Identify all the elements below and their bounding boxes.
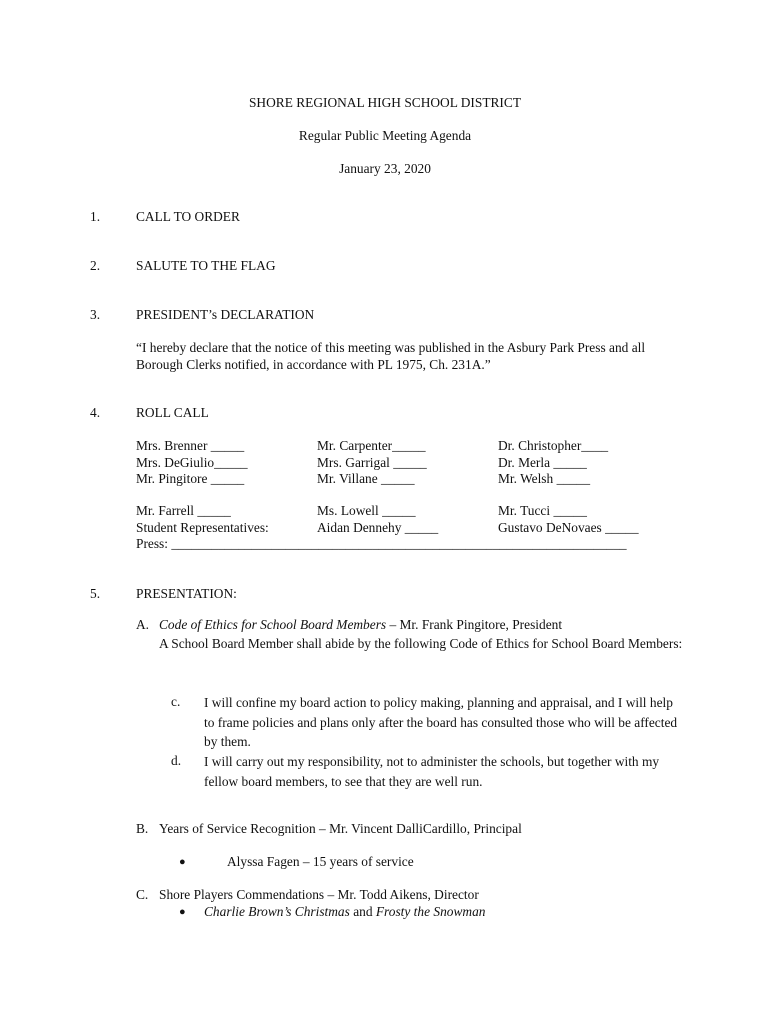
ethics-item-text: I will carry out my responsibility, not to administer the schools, but together with my fellow board members, to see that they are well run. — [204, 754, 660, 789]
roll-call-entry: Mr. Carpenter_____ — [317, 438, 426, 453]
years-of-service-heading: Years of Service Recognition – Mr. Vincent DalliCardillo, Principal — [159, 821, 522, 836]
show-title: Frosty the Snowman — [375, 904, 486, 919]
item-roll-call: ROLL CALL — [136, 405, 209, 420]
meeting-date: January 23, 2020 — [339, 161, 431, 176]
roll-call-entry: Dr. Christopher____ — [498, 438, 609, 453]
district-title: SHORE REGIONAL HIGH SCHOOL DISTRICT — [248, 95, 522, 110]
sub-letter: B. — [136, 821, 149, 836]
roll-call-entry: Gustavo DeNovaes _____ — [498, 520, 639, 535]
roll-call-entry: Mrs. Garrigal _____ — [317, 455, 427, 470]
code-of-ethics-heading — [159, 616, 562, 633]
item-number: 3. — [90, 307, 101, 322]
meeting-title: Regular Public Meeting Agenda — [298, 128, 472, 143]
ethics-item-letter: d. — [171, 753, 182, 768]
item-number: 5. — [90, 586, 101, 601]
item-number: 4. — [90, 405, 101, 420]
roll-call-entry: Mr. Farrell _____ — [136, 503, 231, 518]
roll-call-entry: Mr. Tucci _____ — [498, 503, 587, 518]
roll-call-entry: Ms. Lowell _____ — [317, 503, 416, 518]
show-title: Charlie Brown’s Christmas — [204, 904, 350, 919]
press-line: Press: ____________________________________________________________________ — [136, 536, 627, 551]
roll-call-entry: Mrs. DeGiulio_____ — [136, 455, 248, 470]
ethics-item-text: I will confine my board action to policy making, planning and appraisal, and I will help to frame policies and plans only after the board has consulted those who will be affected by them. — [204, 695, 678, 749]
roll-call-entry: Aidan Dennehy _____ — [317, 520, 439, 535]
bullet-icon: ● — [179, 856, 186, 868]
code-of-ethics-intro: A School Board Member shall abide by the following Code of Ethics for School Board Members: — [159, 636, 683, 651]
bullet-icon: ● — [179, 906, 186, 918]
roll-call-entry: Mr. Villane _____ — [317, 471, 415, 486]
declaration-text: “I hereby declare that the notice of this meeting was published in the Asbury Park Press and all Borough Clerks notified, in accordance with PL 1975, Ch. 231A.” — [136, 340, 646, 372]
sub-letter: A. — [136, 617, 150, 632]
item-presentation: PRESENTATION: — [136, 586, 237, 601]
item-number: 1. — [90, 209, 101, 224]
code-of-ethics-title: Code of Ethics for School Board Members — [159, 617, 387, 632]
item-presidents-declaration: PRESIDENT’s DECLARATION — [136, 307, 315, 322]
roll-call-entry: Mrs. Brenner _____ — [136, 438, 245, 453]
item-number: 2. — [90, 258, 101, 273]
item-salute-flag: SALUTE TO THE FLAG — [136, 258, 276, 273]
roll-call-entry: Mr. Pingitore _____ — [136, 471, 245, 486]
conjunction: and — [349, 904, 376, 919]
roll-call-entry: Mr. Welsh _____ — [498, 471, 591, 486]
item-call-to-order: CALL TO ORDER — [136, 209, 240, 224]
code-of-ethics-presenter: – Mr. Frank Pingitore, President — [386, 617, 563, 632]
student-representatives-label: Student Representatives: — [136, 520, 269, 535]
shore-players-heading: Shore Players Commendations – Mr. Todd Aikens, Director — [159, 887, 479, 902]
ethics-item-letter: c. — [171, 694, 181, 709]
sub-letter: C. — [136, 887, 149, 902]
roll-call-entry: Dr. Merla _____ — [498, 455, 587, 470]
shore-players-entry — [204, 903, 485, 920]
service-recognition-entry: Alyssa Fagen – 15 years of service — [227, 854, 414, 869]
